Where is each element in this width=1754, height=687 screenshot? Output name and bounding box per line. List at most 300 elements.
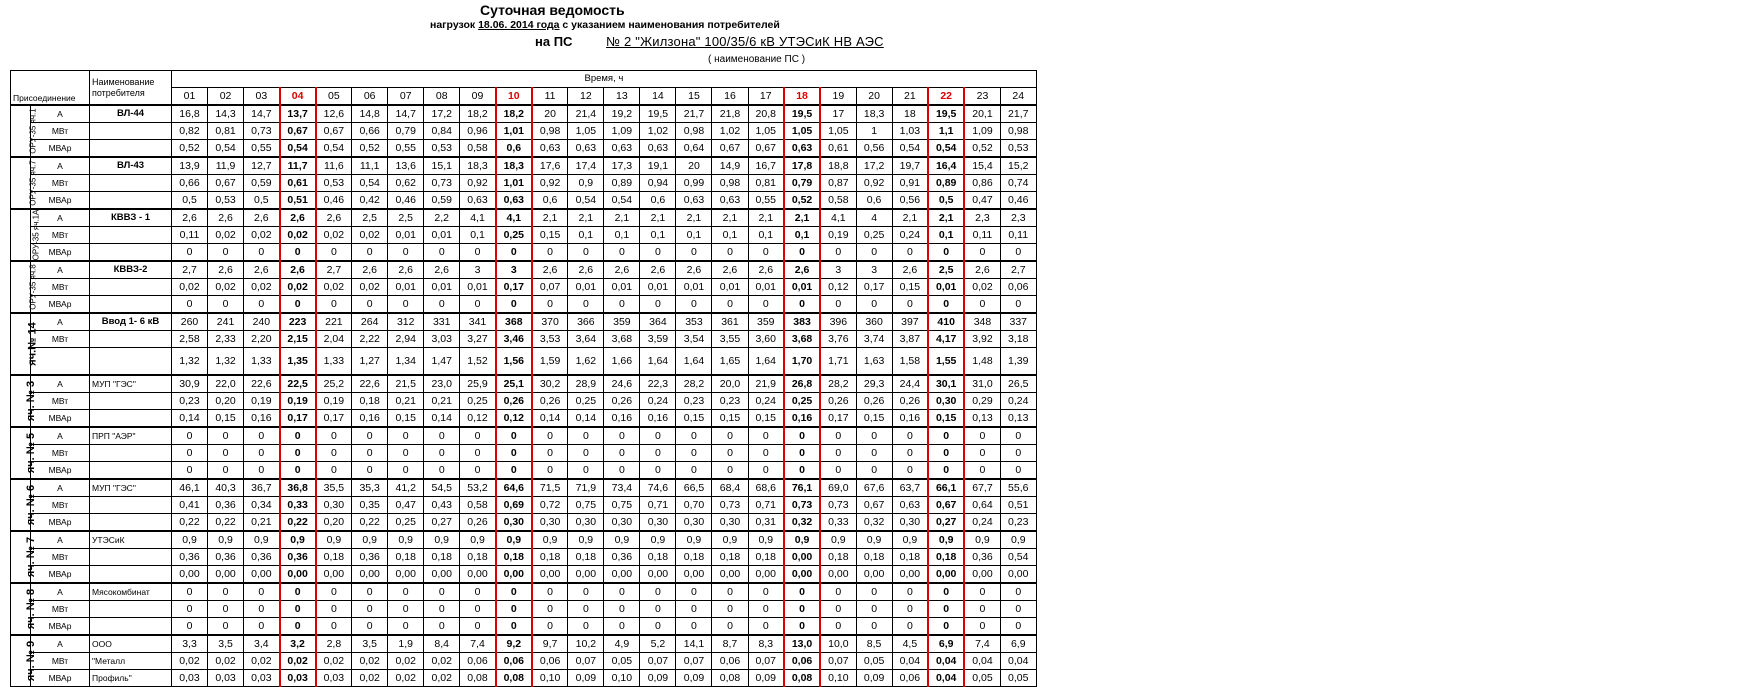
consumer-name bbox=[90, 140, 172, 158]
hour-header: 08 bbox=[424, 88, 460, 106]
value-cell: 0 bbox=[1000, 244, 1036, 262]
value-cell: 0,01 bbox=[424, 227, 460, 244]
value-cell: 0,24 bbox=[640, 393, 676, 410]
value-cell: 0,00 bbox=[172, 566, 208, 584]
value-cell: 3,4 bbox=[244, 635, 280, 653]
value-cell: 0 bbox=[208, 618, 244, 636]
value-cell: 0,02 bbox=[244, 227, 280, 244]
value-cell: 0,08 bbox=[460, 670, 496, 687]
value-cell: 0 bbox=[460, 462, 496, 480]
value-cell: 0 bbox=[568, 601, 604, 618]
unit-cell: А bbox=[31, 531, 90, 549]
value-cell: 0 bbox=[172, 618, 208, 636]
value-cell: 0 bbox=[460, 427, 496, 445]
hour-header: 02 bbox=[208, 88, 244, 106]
value-cell: 24,4 bbox=[892, 375, 928, 393]
value-cell: 0 bbox=[640, 445, 676, 462]
value-cell: 0,19 bbox=[316, 393, 352, 410]
value-cell: 24,6 bbox=[604, 375, 640, 393]
value-cell: 2,1 bbox=[568, 209, 604, 227]
unit-cell: МВАр bbox=[31, 140, 90, 158]
value-cell: 3 bbox=[460, 261, 496, 279]
value-cell: 0 bbox=[964, 462, 1000, 480]
value-cell: 0,25 bbox=[496, 227, 532, 244]
value-cell: 16,8 bbox=[172, 105, 208, 123]
value-cell: 2,1 bbox=[784, 209, 820, 227]
value-cell: 67,6 bbox=[856, 479, 892, 497]
value-cell: 0,74 bbox=[1000, 175, 1036, 192]
value-cell: 0,16 bbox=[784, 410, 820, 428]
consumer-name bbox=[90, 175, 172, 192]
value-cell: 0 bbox=[892, 601, 928, 618]
value-cell: 20 bbox=[532, 105, 568, 123]
value-cell: 4,5 bbox=[892, 635, 928, 653]
value-cell: 18,3 bbox=[460, 157, 496, 175]
value-cell: 0,07 bbox=[568, 653, 604, 670]
value-cell: 0,18 bbox=[820, 549, 856, 566]
value-cell: 12,7 bbox=[244, 157, 280, 175]
value-cell: 0 bbox=[208, 445, 244, 462]
value-cell: 0 bbox=[316, 462, 352, 480]
unit-cell: МВАр bbox=[31, 670, 90, 687]
value-cell: 0,98 bbox=[676, 123, 712, 140]
value-cell: 4,1 bbox=[820, 209, 856, 227]
consumer-name: ВЛ-43 bbox=[90, 157, 172, 175]
value-cell: 0 bbox=[316, 601, 352, 618]
consumer-name: Ввод 1- 6 кВ bbox=[90, 313, 172, 331]
value-cell: 0,6 bbox=[856, 192, 892, 210]
value-cell: 0,63 bbox=[640, 140, 676, 158]
value-cell: 2,1 bbox=[748, 209, 784, 227]
value-cell: 0 bbox=[820, 445, 856, 462]
value-cell: 0 bbox=[892, 583, 928, 601]
value-cell: 1,39 bbox=[1000, 348, 1036, 376]
col-time-header: Время, ч bbox=[172, 71, 1037, 88]
value-cell: 0 bbox=[928, 618, 964, 636]
value-cell: 2,6 bbox=[172, 209, 208, 227]
value-cell: 0 bbox=[784, 583, 820, 601]
value-cell: 366 bbox=[568, 313, 604, 331]
value-cell: 0,26 bbox=[856, 393, 892, 410]
value-cell: 17,8 bbox=[784, 157, 820, 175]
value-cell: 0,07 bbox=[820, 653, 856, 670]
value-cell: 0 bbox=[604, 244, 640, 262]
value-cell: 0,02 bbox=[424, 653, 460, 670]
value-cell: 4,1 bbox=[496, 209, 532, 227]
hour-header: 06 bbox=[352, 88, 388, 106]
value-cell: 9,2 bbox=[496, 635, 532, 653]
value-cell: 2,1 bbox=[640, 209, 676, 227]
value-cell: 0,18 bbox=[892, 549, 928, 566]
value-cell: 0,91 bbox=[892, 175, 928, 192]
value-cell: 0,61 bbox=[820, 140, 856, 158]
value-cell: 0,75 bbox=[568, 497, 604, 514]
value-cell: 2,1 bbox=[604, 209, 640, 227]
value-cell: 1,05 bbox=[748, 123, 784, 140]
value-cell: 0 bbox=[532, 427, 568, 445]
value-cell: 2,6 bbox=[784, 261, 820, 279]
value-cell: 21,7 bbox=[1000, 105, 1036, 123]
hour-header: 09 bbox=[460, 88, 496, 106]
value-cell: 0 bbox=[712, 601, 748, 618]
value-cell: 0,30 bbox=[928, 393, 964, 410]
value-cell: 0 bbox=[712, 296, 748, 314]
value-cell: 0 bbox=[604, 445, 640, 462]
value-cell: 0,25 bbox=[388, 514, 424, 532]
document-subtitle bbox=[430, 19, 1476, 31]
value-cell: 0 bbox=[244, 244, 280, 262]
value-cell: 13,0 bbox=[784, 635, 820, 653]
value-cell: 2,6 bbox=[604, 261, 640, 279]
value-cell: 19,7 bbox=[892, 157, 928, 175]
value-cell: 21,5 bbox=[388, 375, 424, 393]
value-cell: 11,6 bbox=[316, 157, 352, 175]
hour-header: 20 bbox=[856, 88, 892, 106]
value-cell: 0 bbox=[784, 427, 820, 445]
value-cell: 1,65 bbox=[712, 348, 748, 376]
value-cell: 0,55 bbox=[244, 140, 280, 158]
value-cell: 0,73 bbox=[424, 175, 460, 192]
value-cell: 0 bbox=[676, 618, 712, 636]
value-cell: 1,34 bbox=[388, 348, 424, 376]
value-cell: 0,11 bbox=[1000, 227, 1036, 244]
value-cell: 0 bbox=[352, 618, 388, 636]
value-cell: 0 bbox=[244, 583, 280, 601]
value-cell: 0 bbox=[1000, 601, 1036, 618]
value-cell: 14,7 bbox=[388, 105, 424, 123]
value-cell: 0 bbox=[748, 618, 784, 636]
value-cell: 0 bbox=[856, 244, 892, 262]
value-cell: 2,2 bbox=[424, 209, 460, 227]
value-cell: 15,1 bbox=[424, 157, 460, 175]
value-cell: 0,02 bbox=[352, 279, 388, 296]
value-cell: 0,00 bbox=[856, 566, 892, 584]
value-cell: 0,59 bbox=[424, 192, 460, 210]
value-cell: 359 bbox=[604, 313, 640, 331]
value-cell: 0,26 bbox=[604, 393, 640, 410]
value-cell: 0,16 bbox=[352, 410, 388, 428]
value-cell: 3,2 bbox=[280, 635, 316, 653]
value-cell: 396 bbox=[820, 313, 856, 331]
value-cell: 0,25 bbox=[460, 393, 496, 410]
unit-cell: А bbox=[31, 635, 90, 653]
value-cell: 73,4 bbox=[604, 479, 640, 497]
value-cell: 0,06 bbox=[712, 653, 748, 670]
value-cell: 0,9 bbox=[532, 531, 568, 549]
value-cell: 0 bbox=[424, 583, 460, 601]
value-cell: 14,9 bbox=[712, 157, 748, 175]
value-cell: 1,63 bbox=[856, 348, 892, 376]
value-cell: 0 bbox=[280, 462, 316, 480]
value-cell: 76,1 bbox=[784, 479, 820, 497]
value-cell: 0,54 bbox=[892, 140, 928, 158]
value-cell: 0,54 bbox=[604, 192, 640, 210]
table-row bbox=[11, 279, 1037, 296]
value-cell: 1,01 bbox=[496, 123, 532, 140]
hour-header: 12 bbox=[568, 88, 604, 106]
value-cell: 0,17 bbox=[280, 410, 316, 428]
value-cell: 0,54 bbox=[316, 140, 352, 158]
value-cell: 0,04 bbox=[928, 653, 964, 670]
value-cell: 0,02 bbox=[280, 653, 316, 670]
value-cell: 0,09 bbox=[676, 670, 712, 687]
unit-cell: МВт bbox=[31, 279, 90, 296]
value-cell: 0,51 bbox=[280, 192, 316, 210]
unit-cell: МВт bbox=[31, 549, 90, 566]
value-cell: 3,53 bbox=[532, 331, 568, 348]
value-cell: 0,09 bbox=[856, 670, 892, 687]
value-cell: 3,5 bbox=[352, 635, 388, 653]
value-cell: 1,33 bbox=[316, 348, 352, 376]
value-cell: 0,22 bbox=[352, 514, 388, 532]
value-cell: 0,18 bbox=[460, 549, 496, 566]
table-row bbox=[11, 313, 1037, 331]
value-cell: 0,18 bbox=[388, 549, 424, 566]
value-cell: 0 bbox=[604, 601, 640, 618]
value-cell: 0,14 bbox=[532, 410, 568, 428]
value-cell: 0,26 bbox=[460, 514, 496, 532]
value-cell: 0,02 bbox=[964, 279, 1000, 296]
value-cell: 31,0 bbox=[964, 375, 1000, 393]
group-label-text: яч. № 6 bbox=[25, 484, 38, 526]
value-cell: 0 bbox=[496, 601, 532, 618]
hour-header: 14 bbox=[640, 88, 676, 106]
value-cell: 0 bbox=[568, 462, 604, 480]
hour-header: 03 bbox=[244, 88, 280, 106]
value-cell: 66,5 bbox=[676, 479, 712, 497]
value-cell: 0,18 bbox=[856, 549, 892, 566]
value-cell: 364 bbox=[640, 313, 676, 331]
value-cell: 0 bbox=[352, 462, 388, 480]
value-cell: 0 bbox=[676, 427, 712, 445]
value-cell: 2,22 bbox=[352, 331, 388, 348]
value-cell: 0,18 bbox=[676, 549, 712, 566]
value-cell: 0 bbox=[640, 462, 676, 480]
value-cell: 0,01 bbox=[568, 279, 604, 296]
value-cell: 0 bbox=[928, 445, 964, 462]
consumer-name bbox=[90, 497, 172, 514]
value-cell: 223 bbox=[280, 313, 316, 331]
value-cell: 0 bbox=[604, 583, 640, 601]
value-cell: 0 bbox=[856, 583, 892, 601]
consumer-name bbox=[90, 192, 172, 210]
value-cell: 17,4 bbox=[568, 157, 604, 175]
value-cell: 0 bbox=[244, 462, 280, 480]
hour-header: 23 bbox=[964, 88, 1000, 106]
value-cell: 0 bbox=[964, 244, 1000, 262]
value-cell: 0,00 bbox=[892, 566, 928, 584]
value-cell: 0 bbox=[424, 618, 460, 636]
unit-cell: МВАр bbox=[31, 244, 90, 262]
value-cell: 0 bbox=[424, 601, 460, 618]
value-cell: 0 bbox=[568, 296, 604, 314]
value-cell: 0,54 bbox=[1000, 549, 1036, 566]
value-cell: 0,02 bbox=[352, 653, 388, 670]
value-cell: 0 bbox=[820, 296, 856, 314]
value-cell: 0,30 bbox=[496, 514, 532, 532]
value-cell: 0,15 bbox=[388, 410, 424, 428]
value-cell: 221 bbox=[316, 313, 352, 331]
value-cell: 0 bbox=[856, 462, 892, 480]
value-cell: 20,8 bbox=[748, 105, 784, 123]
value-cell: 0,71 bbox=[748, 497, 784, 514]
value-cell: 8,7 bbox=[712, 635, 748, 653]
value-cell: 0,21 bbox=[424, 393, 460, 410]
group-label bbox=[11, 635, 38, 687]
value-cell: 0,00 bbox=[640, 566, 676, 584]
value-cell: 0,15 bbox=[928, 410, 964, 428]
value-cell: 0,00 bbox=[388, 566, 424, 584]
table-row bbox=[11, 175, 1037, 192]
value-cell: 7,4 bbox=[964, 635, 1000, 653]
value-cell: 0,52 bbox=[784, 192, 820, 210]
value-cell: 0 bbox=[820, 244, 856, 262]
value-cell: 0,07 bbox=[676, 653, 712, 670]
table-row bbox=[11, 601, 1037, 618]
value-cell: 0,02 bbox=[316, 227, 352, 244]
value-cell: 0,04 bbox=[928, 670, 964, 687]
value-cell: 0,53 bbox=[1000, 140, 1036, 158]
value-cell: 21,7 bbox=[676, 105, 712, 123]
value-cell: 0,73 bbox=[244, 123, 280, 140]
value-cell: 1,48 bbox=[964, 348, 1000, 376]
value-cell: 0,00 bbox=[784, 549, 820, 566]
value-cell: 0 bbox=[820, 462, 856, 480]
table-row bbox=[11, 549, 1037, 566]
value-cell: 383 bbox=[784, 313, 820, 331]
value-cell: 0 bbox=[640, 427, 676, 445]
value-cell: 0 bbox=[532, 462, 568, 480]
value-cell: 0 bbox=[856, 427, 892, 445]
value-cell: 0,05 bbox=[964, 670, 1000, 687]
value-cell: 0,9 bbox=[712, 531, 748, 549]
value-cell: 0 bbox=[604, 427, 640, 445]
group-label-text: яч. № 9 bbox=[25, 640, 38, 682]
value-cell: 0,02 bbox=[172, 279, 208, 296]
value-cell: 0 bbox=[244, 618, 280, 636]
consumer-name bbox=[90, 410, 172, 428]
consumer-name bbox=[90, 445, 172, 462]
value-cell: 0,00 bbox=[1000, 566, 1036, 584]
value-cell: 0,02 bbox=[208, 279, 244, 296]
value-cell: 0,98 bbox=[1000, 123, 1036, 140]
report-date: 18.06. 2014 года bbox=[478, 19, 560, 31]
value-cell: 0 bbox=[568, 445, 604, 462]
value-cell: 0 bbox=[280, 601, 316, 618]
value-cell: 0 bbox=[856, 601, 892, 618]
value-cell: 0 bbox=[388, 244, 424, 262]
group-label-text: яч.№ 14 bbox=[26, 322, 39, 366]
value-cell: 0,36 bbox=[208, 549, 244, 566]
value-cell: 0,25 bbox=[856, 227, 892, 244]
value-cell: 1,64 bbox=[748, 348, 784, 376]
value-cell: 0,30 bbox=[568, 514, 604, 532]
value-cell: 0,47 bbox=[388, 497, 424, 514]
value-cell: 22,6 bbox=[352, 375, 388, 393]
consumer-name bbox=[90, 514, 172, 532]
value-cell: 0,9 bbox=[568, 175, 604, 192]
value-cell: 0 bbox=[928, 583, 964, 601]
value-cell: 0,64 bbox=[676, 140, 712, 158]
value-cell: 0,5 bbox=[172, 192, 208, 210]
hour-header: 01 bbox=[172, 88, 208, 106]
value-cell: 0,18 bbox=[640, 549, 676, 566]
value-cell: 0,06 bbox=[460, 653, 496, 670]
value-cell: 0,07 bbox=[640, 653, 676, 670]
value-cell: 0 bbox=[280, 445, 316, 462]
value-cell: 67,7 bbox=[964, 479, 1000, 497]
value-cell: 0 bbox=[784, 296, 820, 314]
value-cell: 0,15 bbox=[892, 279, 928, 296]
value-cell: 0,00 bbox=[604, 566, 640, 584]
value-cell: 2,6 bbox=[424, 261, 460, 279]
value-cell: 0 bbox=[892, 618, 928, 636]
value-cell: 0,16 bbox=[604, 410, 640, 428]
value-cell: 0,18 bbox=[712, 549, 748, 566]
consumer-name bbox=[90, 227, 172, 244]
value-cell: 0,87 bbox=[820, 175, 856, 192]
value-cell: 240 bbox=[244, 313, 280, 331]
value-cell: 0 bbox=[460, 583, 496, 601]
value-cell: 0,9 bbox=[748, 531, 784, 549]
value-cell: 0,21 bbox=[244, 514, 280, 532]
value-cell: 0,9 bbox=[964, 531, 1000, 549]
value-cell: 0,73 bbox=[712, 497, 748, 514]
consumer-name bbox=[90, 549, 172, 566]
value-cell: 0 bbox=[352, 244, 388, 262]
value-cell: 22,5 bbox=[280, 375, 316, 393]
value-cell: 0,1 bbox=[568, 227, 604, 244]
value-cell: 0,23 bbox=[676, 393, 712, 410]
value-cell: 2,7 bbox=[316, 261, 352, 279]
value-cell: 0 bbox=[496, 618, 532, 636]
unit-cell: МВт bbox=[31, 497, 90, 514]
value-cell: 0,22 bbox=[208, 514, 244, 532]
value-cell: 1,05 bbox=[568, 123, 604, 140]
substation-label: на ПС bbox=[535, 34, 573, 49]
value-cell: 2,7 bbox=[1000, 261, 1036, 279]
value-cell: 0 bbox=[676, 601, 712, 618]
value-cell: 0 bbox=[748, 244, 784, 262]
value-cell: 0 bbox=[604, 296, 640, 314]
value-cell: 41,2 bbox=[388, 479, 424, 497]
value-cell: 3,74 bbox=[856, 331, 892, 348]
table-row bbox=[11, 105, 1037, 123]
value-cell: 0 bbox=[892, 462, 928, 480]
value-cell: 0 bbox=[460, 244, 496, 262]
value-cell: 0 bbox=[244, 296, 280, 314]
value-cell: 4 bbox=[856, 209, 892, 227]
value-cell: 0,9 bbox=[424, 531, 460, 549]
table-row bbox=[11, 227, 1037, 244]
value-cell: 0,63 bbox=[460, 192, 496, 210]
value-cell: 0 bbox=[460, 618, 496, 636]
value-cell: 0,23 bbox=[172, 393, 208, 410]
value-cell: 3,87 bbox=[892, 331, 928, 348]
value-cell: 0 bbox=[280, 618, 316, 636]
value-cell: 0,46 bbox=[1000, 192, 1036, 210]
value-cell: 0,23 bbox=[1000, 514, 1036, 532]
col-connection-header: Присоединение bbox=[11, 71, 90, 106]
value-cell: 0,24 bbox=[1000, 393, 1036, 410]
value-cell: 0,52 bbox=[964, 140, 1000, 158]
value-cell: 0,33 bbox=[280, 497, 316, 514]
value-cell: 0,05 bbox=[856, 653, 892, 670]
table-row bbox=[11, 192, 1037, 210]
value-cell: 0,54 bbox=[352, 175, 388, 192]
consumer-name: ПРП "АЭР" bbox=[90, 427, 172, 445]
value-cell: 0,19 bbox=[820, 227, 856, 244]
